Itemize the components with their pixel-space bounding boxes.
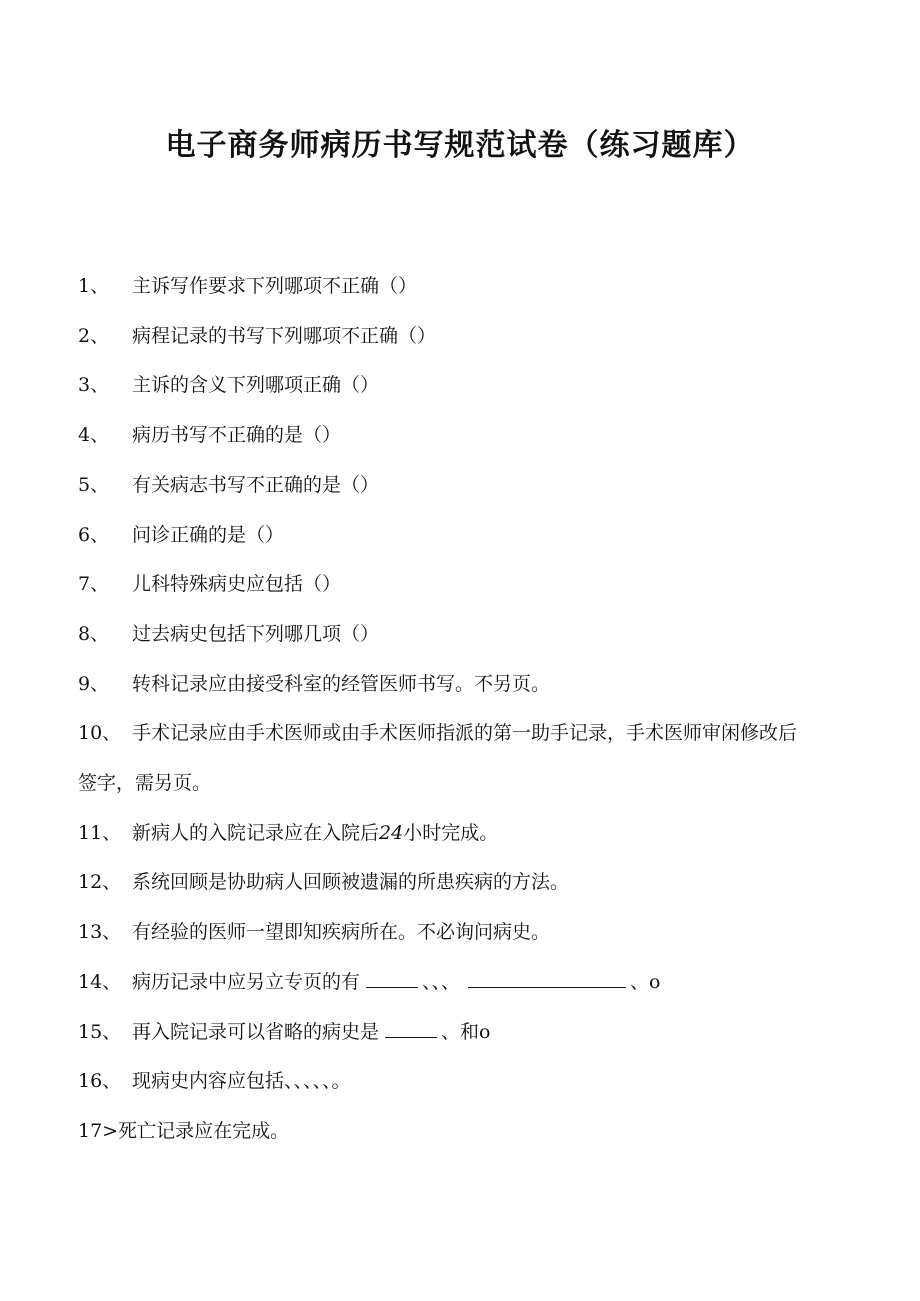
question-item [78, 1107, 808, 1157]
question-text: 儿科特殊病史应包括（） [132, 573, 342, 596]
question-item [78, 1008, 808, 1058]
question-item [78, 361, 808, 411]
question-text: 病程记录的书写下列哪项不正确（） [132, 324, 437, 347]
question-text: 主诉的含义下列哪项正确（） [132, 374, 380, 397]
question-text: 主诉写作要求下列哪项不正确（） [132, 275, 418, 297]
question-item [78, 958, 808, 1008]
question-text [132, 958, 660, 1008]
question-number: 2、 [78, 324, 110, 347]
question-text: 手术记录应由手术医师或由手术医师指派的第一助手记录，手术医师审闲修改后签字，需另页。 [78, 722, 798, 795]
question-text: 有经验的医师一望即知疾病所在。不必询问病史。 [132, 921, 551, 944]
question-item [78, 908, 808, 958]
question-item [78, 660, 808, 710]
question-number: 15、 [78, 1020, 122, 1043]
question-text: 问诊正确的是（） [132, 523, 285, 546]
question-text: 现病史内容应包括、、、、、。 [132, 1070, 351, 1093]
question-number: 1、 [78, 275, 110, 297]
question-number: 8、 [78, 622, 110, 645]
question-item [78, 262, 808, 312]
question-text: 转科记录应由接受科室的经管医师书写。不另页。 [132, 672, 551, 695]
question-number: 17> [78, 1119, 119, 1142]
question-number: 7、 [78, 573, 110, 596]
question-number: 5、 [78, 473, 110, 496]
question-text-part: 病历记录中应另立专页的有 [132, 970, 361, 993]
question-item [78, 1057, 808, 1107]
question-text-part: 、、、 [422, 970, 461, 993]
question-text: 过去病史包括下列哪几项（） [132, 622, 380, 645]
question-text-part: 再入院记录可以省略的病史是 [132, 1020, 380, 1043]
question-text: 有关病志书写不正确的是（） [132, 473, 380, 496]
question-number: 13、 [78, 921, 122, 944]
question-text-part: 、o [630, 970, 661, 993]
question-text: 死亡记录应在完成。 [118, 1119, 290, 1142]
question-item [78, 709, 808, 808]
question-item [78, 809, 808, 859]
question-text-part: 新病人的入院记录应在入院后 [132, 821, 380, 844]
question-text [132, 1008, 490, 1058]
question-text-part: 、和o [441, 1020, 491, 1043]
question-text: 病历书写不正确的是（） [132, 424, 342, 447]
question-item [78, 858, 808, 908]
question-number: 12、 [78, 871, 122, 894]
question-number: 6、 [78, 523, 110, 546]
question-text [132, 809, 498, 859]
question-hours-value: 24 [379, 821, 404, 844]
question-item [78, 511, 808, 561]
answer-blank [468, 971, 626, 988]
document-title: 电子商务师病历书写规范试卷（练习题库） [165, 128, 755, 163]
question-item [78, 411, 808, 461]
question-item [78, 610, 808, 660]
question-item [78, 312, 808, 362]
answer-blank [366, 971, 418, 988]
question-number: 3、 [78, 374, 110, 397]
question-number: 4、 [78, 424, 110, 447]
question-number: 11、 [78, 821, 122, 844]
question-text: 系统回顾是协助病人回顾被遗漏的所患疾病的方法。 [132, 871, 570, 894]
question-text-part: 小时完成。 [403, 821, 499, 844]
question-item [78, 560, 808, 610]
question-number: 9、 [78, 672, 110, 695]
question-item [78, 461, 808, 511]
question-number: 16、 [78, 1070, 122, 1093]
question-number: 10、 [78, 722, 122, 745]
question-list [78, 262, 808, 1157]
answer-blank [385, 1021, 437, 1038]
question-number: 14、 [78, 970, 122, 993]
